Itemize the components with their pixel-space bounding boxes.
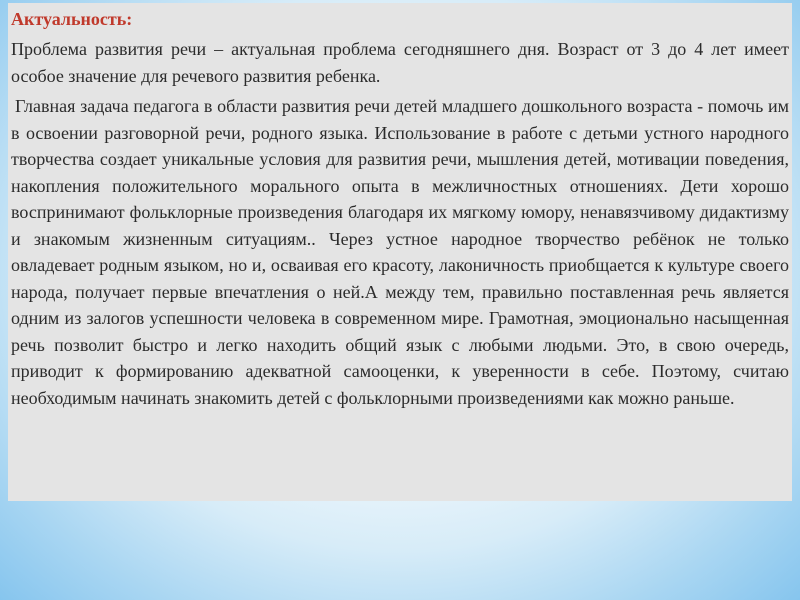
text-box — [8, 3, 792, 501]
paragraph-relevance: Проблема развития речи – актуальная проблема сегодняшнего дня. Возраст от 3 до 4 лет имеет особое значение для речевого развития ребенка. — [11, 39, 789, 86]
paragraph-main-task: Главная задача педагога в области развития речи детей младшего дошкольного возраста - помочь им в освоении разговорной речи, родного языка. Использование в работе с детьми устного народного творчества создает уникальные условия для развития речи, мышления детей, мотивации поведения, накопления положительного морального опыта в межличностных отношениях. Дети хорошо воспринимают фольклорные произведения благодаря их мягкому юмору, ненавязчивому дидактизму и знакомым жизненным ситуациям.. Через устное народное творчество ребёнок не только овладевает родным языком, но и, осваивая его красоту, лаконичность приобщается к культуре своего народа, получает первые впечатления о ней.А между тем, правильно поставленная речь является одним из залогов успешности человека в современном мире. Грамотная, эмоционально насыщенная речь позволит быстро и легко находить общий язык с любыми людьми. Это, в свою очередь, приводит к формированию адекватной самооценки, к уверенности в себе. Поэтому, считаю необходимым начинать знакомить детей с фольклорными произведениями как можно раньше. — [11, 96, 789, 408]
section-heading: Актуальность: — [11, 9, 133, 29]
